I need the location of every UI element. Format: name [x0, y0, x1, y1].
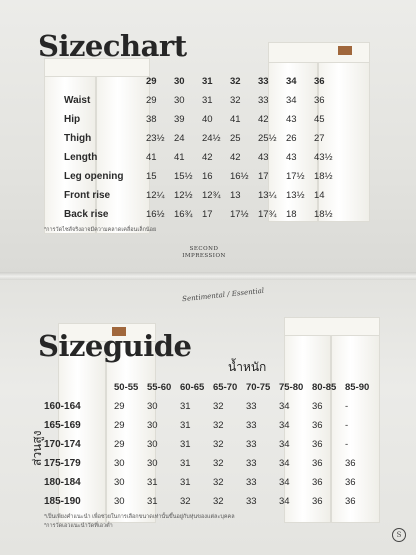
size-cell: 33 — [246, 420, 257, 431]
size-cell: 30 — [114, 496, 125, 507]
measurement-cell: 18½ — [314, 209, 333, 220]
sizeguide-table — [44, 378, 371, 511]
measurement-cell: 41 — [174, 152, 185, 163]
measurement-cell: 34 — [286, 95, 297, 106]
measurement-cell: 12¾ — [202, 190, 221, 201]
measurement-cell: 43 — [286, 152, 297, 163]
weight-header: 85-90 — [345, 382, 370, 393]
brand-mark: S — [392, 528, 406, 542]
size-cell: 36 — [312, 458, 323, 469]
measurement-cell: 25 — [230, 133, 241, 144]
size-cell: 31 — [147, 477, 158, 488]
height-label-cell: 185-190 — [44, 496, 81, 507]
size-cell: 32 — [213, 458, 224, 469]
size-cell: 30 — [114, 477, 125, 488]
row-label: Front rise — [64, 190, 111, 201]
sizeguide-row — [44, 492, 371, 511]
measurement-cell: 30 — [174, 95, 185, 106]
weight-header: 70-75 — [246, 382, 271, 393]
size-cell: 31 — [180, 477, 191, 488]
size-cell: 36 — [312, 496, 323, 507]
measurement-cell: 29 — [146, 95, 157, 106]
measurement-cell: 17½ — [286, 171, 305, 182]
size-cell: 36 — [345, 477, 356, 488]
size-cell: 33 — [246, 496, 257, 507]
size-cell: 32 — [213, 477, 224, 488]
weight-header: 80-85 — [312, 382, 337, 393]
size-cell: 32 — [213, 439, 224, 450]
paper-fold — [0, 272, 416, 280]
measurement-cell: 13¼ — [258, 190, 277, 201]
sizeguide-row — [44, 416, 371, 435]
measurement-cell: 14 — [314, 190, 325, 201]
size-cell: 29 — [114, 420, 125, 431]
measurement-cell: 32 — [230, 95, 241, 106]
signature: Sentimental / Essential — [181, 286, 265, 304]
size-cell: 36 — [312, 439, 323, 450]
sizechart-row — [64, 148, 342, 167]
measurement-cell: 12½ — [174, 190, 193, 201]
measurement-cell: 42 — [230, 152, 241, 163]
size-cell: 31 — [180, 420, 191, 431]
measurement-cell: 25½ — [258, 133, 277, 144]
measurement-cell: 17¾ — [258, 209, 277, 220]
measurement-cell: 33 — [258, 95, 269, 106]
size-cell: 32 — [180, 496, 191, 507]
measurement-cell: 31 — [202, 95, 213, 106]
size-header: 32 — [230, 76, 241, 87]
height-label-cell: 170-174 — [44, 439, 81, 450]
size-cell: 32 — [213, 420, 224, 431]
measurement-cell: 15½ — [174, 171, 193, 182]
size-cell: 34 — [279, 439, 290, 450]
size-cell: - — [345, 401, 349, 412]
size-cell: 33 — [246, 401, 257, 412]
sizeguide-title: Sizeguide — [38, 329, 192, 363]
measurement-cell: 43½ — [314, 152, 333, 163]
measurement-cell: 15 — [146, 171, 157, 182]
measurement-cell: 17 — [202, 209, 213, 220]
measurement-cell: 16 — [202, 171, 213, 182]
size-cell: 34 — [279, 420, 290, 431]
weight-header: 75-80 — [279, 382, 304, 393]
weight-header: 55-60 — [147, 382, 172, 393]
sizechart-header-row — [64, 72, 342, 91]
measurement-cell: 38 — [146, 114, 157, 125]
sizechart-row — [64, 186, 342, 205]
height-label-cell: 180-184 — [44, 477, 81, 488]
row-label: Leg opening — [64, 171, 124, 182]
measurement-cell: 41 — [230, 114, 241, 125]
sizechart-row — [64, 167, 342, 186]
size-cell: - — [345, 439, 349, 450]
sizechart-note: *การวัดไซส์จริงอาจมีความคลาดเคลื่อนเล็กน้อย — [44, 227, 157, 233]
size-cell: 30 — [147, 401, 158, 412]
row-label: Waist — [64, 95, 91, 106]
measurement-cell: 13 — [230, 190, 241, 201]
height-label-cell: 175-179 — [44, 458, 81, 469]
height-label: ส่วนสูง — [30, 430, 44, 466]
measurement-cell: 24 — [174, 133, 185, 144]
measurement-cell: 16¾ — [174, 209, 193, 220]
measurement-cell: 12¼ — [146, 190, 165, 201]
measurement-cell: 17 — [258, 171, 269, 182]
sizeguide-row — [44, 473, 371, 492]
size-cell: 31 — [180, 458, 191, 469]
sizechart-table — [64, 72, 342, 224]
measurement-cell: 26 — [286, 133, 297, 144]
weight-header: 50-55 — [114, 382, 139, 393]
measurement-cell: 24½ — [202, 133, 221, 144]
size-cell: 36 — [345, 496, 356, 507]
row-label: Back rise — [64, 209, 109, 220]
brand-logo: SECOND IMPRESSION — [182, 246, 226, 259]
measurement-cell: 39 — [174, 114, 185, 125]
size-cell: 31 — [180, 401, 191, 412]
row-label: Length — [64, 152, 98, 163]
size-cell: 34 — [279, 458, 290, 469]
size-cell: - — [345, 420, 349, 431]
size-cell: 30 — [147, 458, 158, 469]
measurement-cell: 42 — [258, 114, 269, 125]
measurement-cell: 23½ — [146, 133, 165, 144]
size-cell: 36 — [312, 477, 323, 488]
size-cell: 29 — [114, 439, 125, 450]
size-cell: 33 — [246, 477, 257, 488]
sizeguide-header-row — [44, 378, 371, 397]
measurement-cell: 18½ — [314, 171, 333, 182]
row-label: Hip — [64, 114, 81, 125]
size-cell: 30 — [114, 458, 125, 469]
sizechart-row — [64, 129, 342, 148]
measurement-cell: 40 — [202, 114, 213, 125]
leather-patch — [338, 46, 352, 55]
size-cell: 32 — [213, 496, 224, 507]
size-cell: 33 — [246, 439, 257, 450]
size-header: 34 — [286, 76, 297, 87]
height-label-cell: 165-169 — [44, 420, 81, 431]
measurement-cell: 16½ — [230, 171, 249, 182]
sizeguide-row — [44, 454, 371, 473]
size-cell: 36 — [312, 420, 323, 431]
sizeguide-note-1: *เป็นเพียงคำแนะนำ เพื่อช่วยในการเลือกขนาดเท่านั้นขึ้นอยู่กับหุ่นของแต่ละบุคคล — [44, 514, 235, 520]
sizechart-row — [64, 205, 342, 224]
sizeguide-note-2: *การวัดเอวแนะนำวัดที่เอวต่ำ — [44, 523, 113, 529]
size-cell: 33 — [246, 458, 257, 469]
measurement-cell: 41 — [146, 152, 157, 163]
sizeguide-row — [44, 397, 371, 416]
weight-label: น้ำหนัก — [228, 360, 267, 374]
size-cell: 29 — [114, 401, 125, 412]
measurement-cell: 36 — [314, 95, 325, 106]
sizechart-row — [64, 91, 342, 110]
measurement-cell: 43 — [286, 114, 297, 125]
size-header: 36 — [314, 76, 325, 87]
measurement-cell: 17½ — [230, 209, 249, 220]
measurement-cell: 27 — [314, 133, 325, 144]
size-cell: 36 — [345, 458, 356, 469]
sizechart-title: Sizechart — [38, 29, 187, 63]
measurement-cell: 43 — [258, 152, 269, 163]
weight-header: 65-70 — [213, 382, 238, 393]
size-header: 29 — [146, 76, 157, 87]
sizechart-row — [64, 110, 342, 129]
size-cell: 30 — [147, 439, 158, 450]
size-cell: 36 — [312, 401, 323, 412]
size-cell: 34 — [279, 496, 290, 507]
measurement-cell: 45 — [314, 114, 325, 125]
size-header: 33 — [258, 76, 269, 87]
sizeguide-row — [44, 435, 371, 454]
weight-header: 60-65 — [180, 382, 205, 393]
size-cell: 32 — [213, 401, 224, 412]
measurement-cell: 13½ — [286, 190, 305, 201]
measurement-cell: 42 — [202, 152, 213, 163]
measurement-cell: 18 — [286, 209, 297, 220]
size-cell: 31 — [180, 439, 191, 450]
row-label: Thigh — [64, 133, 92, 144]
size-cell: 34 — [279, 477, 290, 488]
size-header: 31 — [202, 76, 213, 87]
height-label-cell: 160-164 — [44, 401, 81, 412]
measurement-cell: 16½ — [146, 209, 165, 220]
size-cell: 34 — [279, 401, 290, 412]
size-cell: 31 — [147, 496, 158, 507]
size-cell: 30 — [147, 420, 158, 431]
size-header: 30 — [174, 76, 185, 87]
